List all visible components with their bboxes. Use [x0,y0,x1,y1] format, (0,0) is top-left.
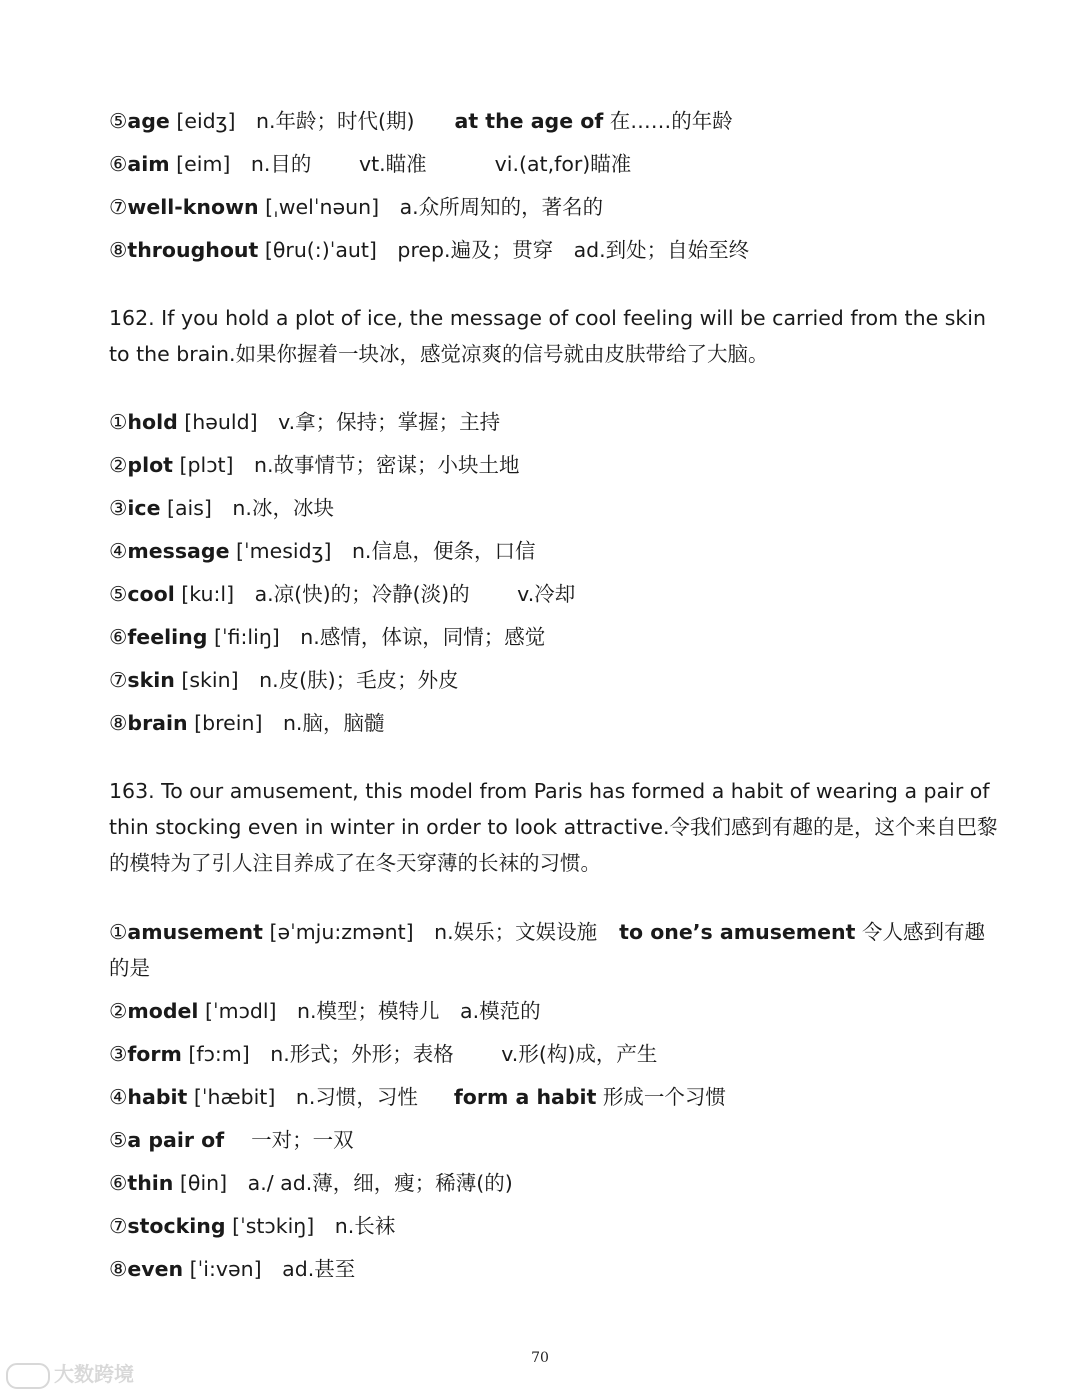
entry-definition: [θru(:)ˈaut] prep.遍及；贯穿 ad.到处；自始至终 [258,238,750,262]
entry-number: ⑦ [109,668,128,692]
entry-word: hold [127,410,178,434]
entry-definition: [eidʒ] n.年龄；时代(期) [169,109,415,133]
entry-definition: [eim] n.目的 vt.瞄准 vi.(at,for)瞄准 [169,152,632,176]
entry-number: ③ [109,1042,128,1066]
entry-word: brain [127,711,188,735]
entry-phrase-meaning: 令人感到有趣的是 [109,920,985,980]
entry-message [109,536,1000,566]
entry-phrase: form a habit [453,1085,597,1109]
entry-word: habit [127,1085,188,1109]
entry-word: age [127,109,170,133]
entry-word: feeling [127,625,208,649]
entry-feeling [109,622,1000,652]
entry-number: ② [109,999,128,1023]
entry-aim [109,149,1000,179]
entry-word: throughout [127,238,259,262]
entry-definition: [ˈfi:liŋ] n.感情，体谅，同情；感觉 [207,625,546,649]
watermark-text: 大数跨境 [54,1362,134,1386]
entry-definition: [fɔ:m] n.形式；外形；表格 v.形(构)成，产生 [181,1042,658,1066]
entry-plot [109,450,1000,480]
entry-ice [109,493,1000,523]
entry-definition: [ˈmɔdl] n.模型；模特儿 a.模范的 [198,999,541,1023]
entry-number: ⑧ [109,711,128,735]
entry-definition: [ˈmesidʒ] n.信息，便条，口信 [229,539,536,563]
entry-a-pair-of [109,1125,1000,1155]
entry-definition: [ˈhæbit] n.习惯，习性 [187,1085,418,1109]
entry-definition: [ˌwelˈnəun] a.众所周知的，著名的 [258,195,604,219]
entry-number: ③ [109,496,128,520]
entry-number: ⑧ [109,1257,128,1281]
sentence-163: 163. To our amusement, this model from Paris has formed a habit of wearing a pair of thin stocking even in winter in order to look attractive.令我们感到有趣的是，这个来自巴黎的模特为了引人注目养成了在冬天穿薄的长袜的习惯。 [109,779,998,875]
entry-form [109,1039,1000,1069]
entry-age [109,106,1000,136]
entry-phrase-meaning: 形成一个习惯 [602,1085,726,1109]
entry-word: stocking [127,1214,226,1238]
entry-brain [109,708,1000,738]
entry-number: ⑦ [109,1214,128,1238]
entry-habit [109,1082,1000,1112]
entry-phrase: to one’s amusement [619,920,856,944]
entry-definition: [ais] n.冰，冰块 [160,496,334,520]
entry-word: message [127,539,230,563]
entry-definition: [ku:l] a.凉(快)的；冷静(淡)的 v.冷却 [174,582,576,606]
entry-number: ⑤ [109,109,128,133]
sentence-162: 162. If you hold a plot of ice, the message of cool feeling will be carried from the skin to the brain.如果你握着一块冰，感觉凉爽的信号就由皮肤带给了大脑。 [109,306,986,366]
entry-number: ⑥ [109,1171,128,1195]
entry-definition: [həuld] v.拿；保持；掌握；主持 [177,410,501,434]
entry-number: ① [109,920,128,944]
entry-word: form [127,1042,182,1066]
entry-number: ⑦ [109,195,128,219]
entry-cool [109,579,1000,609]
entry-word: plot [127,453,173,477]
entry-word: amusement [127,920,263,944]
entry-definition: [skin] n.皮(肤)；毛皮；外皮 [174,668,459,692]
entry-number: ⑧ [109,238,128,262]
entry-definition: [əˈmju:zmənt] n.娱乐；文娱设施 [262,920,598,944]
entry-word: cool [127,582,175,606]
entry-definition: [θin] a./ ad.薄，细，瘦；稀薄(的) [173,1171,513,1195]
entry-model [109,996,1000,1026]
entry-amusement [109,914,1000,986]
entry-word: skin [127,668,175,692]
entry-number: ④ [109,1085,128,1109]
entry-number: ⑤ [109,1128,128,1152]
watermark [6,1360,134,1388]
entry-word: well-known [127,195,259,219]
entry-number: ④ [109,539,128,563]
entry-hold [109,407,1000,437]
entry-word: thin [127,1171,174,1195]
entry-word: a pair of [127,1128,225,1152]
entry-throughout [109,235,1000,265]
entry-word: ice [127,496,161,520]
entry-number: ⑥ [109,152,128,176]
entry-word: even [127,1257,184,1281]
entry-number: ⑤ [109,582,128,606]
watermark-logo-icon [6,1363,50,1389]
entry-definition: [brein] n.脑，脑髓 [187,711,385,735]
entry-even [109,1254,1000,1284]
entry-phrase-meaning: 在……的年龄 [609,109,733,133]
entry-word: aim [127,152,170,176]
entry-stocking [109,1211,1000,1241]
entry-number: ② [109,453,128,477]
page-number: 70 [531,1350,549,1366]
entry-word: model [127,999,199,1023]
entry-definition: [plɔt] n.故事情节；密谋；小块土地 [172,453,520,477]
entry-well-known [109,192,1000,222]
entry-phrase: at the age of [454,109,604,133]
entry-number: ① [109,410,128,434]
entry-number: ⑥ [109,625,128,649]
entry-definition: [ˈi:vən] ad.甚至 [183,1257,356,1281]
entry-thin [109,1168,1000,1198]
entry-skin [109,665,1000,695]
entry-definition: [ˈstɔkiŋ] n.长袜 [225,1214,396,1238]
entry-definition: 一对；一双 [224,1128,354,1152]
